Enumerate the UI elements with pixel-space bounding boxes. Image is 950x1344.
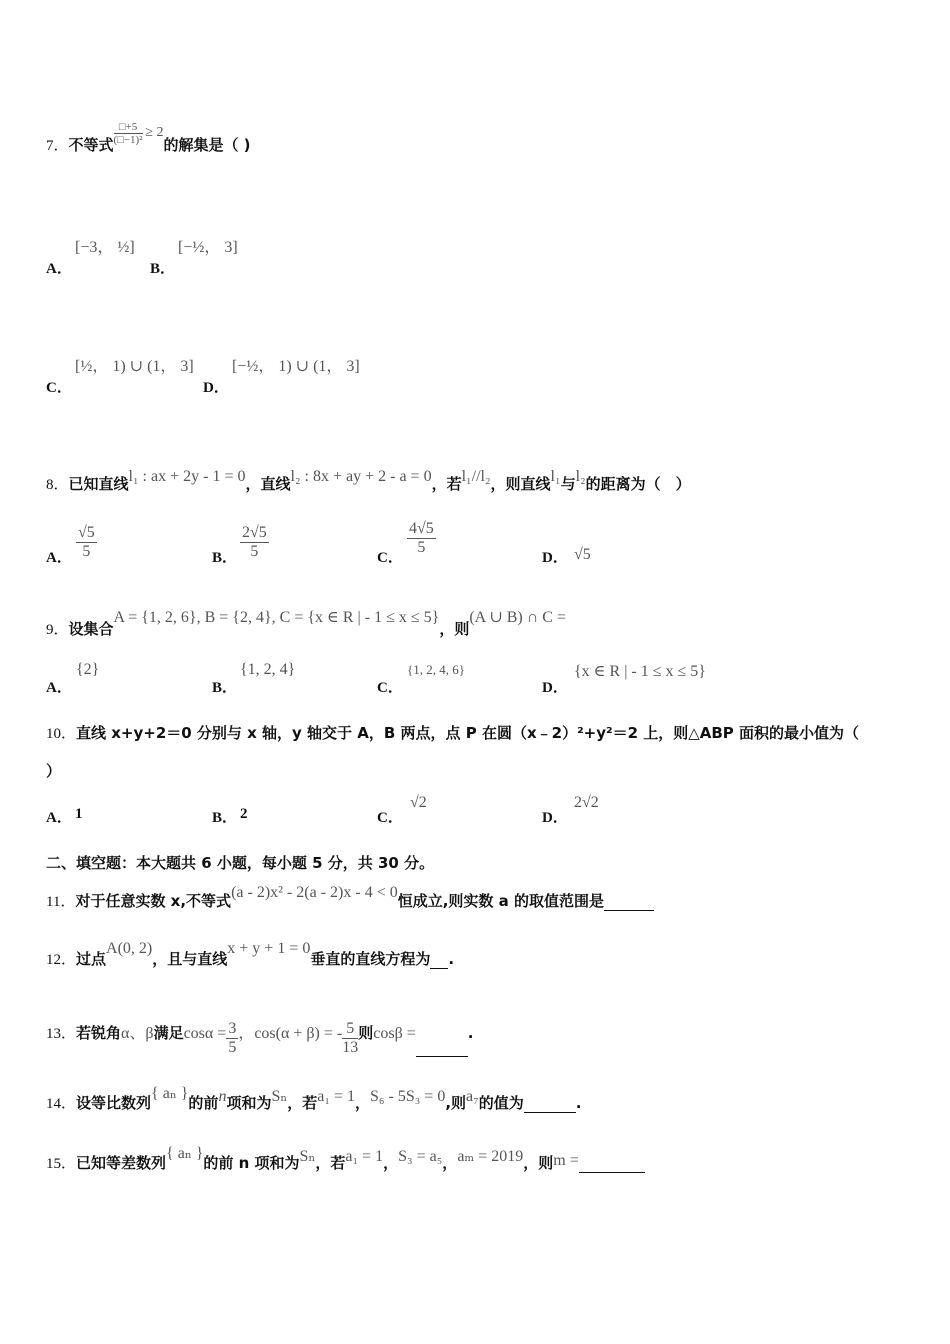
q14-tail: 的值为 — [478, 1094, 524, 1112]
q7-option-b-value: [−½， 3] — [178, 239, 238, 256]
q14-mid2: 项和为 — [226, 1094, 272, 1112]
q8-cond-post: ，则直线 — [490, 475, 551, 493]
question-9 — [46, 609, 566, 639]
q7-option-c-label: C． — [46, 380, 72, 396]
q14-n: n — [218, 1088, 227, 1105]
q9-sets: A = {1, 2, 6}, B = {2, 4}, C = {x ∈ R | - 1 ≤ x ≤ 5} — [113, 609, 440, 626]
q8-number: 8． — [46, 477, 69, 493]
q7-option-d-label: D． — [203, 380, 229, 396]
q13-number: 13． — [46, 1026, 77, 1042]
q15-sep1: ， — [383, 1154, 399, 1172]
q14-mid3: ，若 — [287, 1094, 318, 1112]
q9-option-d-label: D． — [542, 680, 568, 696]
q14-a7: a₇ — [466, 1088, 479, 1105]
q9-option-b-label: B． — [212, 680, 238, 696]
q9-number: 9． — [46, 622, 69, 638]
q8-option-c-label: C． — [377, 550, 403, 566]
q7-option-a-value: [−3， ½] — [75, 239, 135, 256]
q8-option-b-value: $\frac{2√5}{5}$ — [242, 524, 267, 560]
q12-lead: 过点 — [76, 950, 107, 968]
q7-number: 7． — [46, 138, 69, 154]
q10-option-c-value: √2 — [410, 794, 427, 811]
q8-option-c-value: $\frac{4√5}{5}$ — [409, 520, 434, 556]
q8-la: l₁ — [550, 468, 561, 485]
q14-S: Sₙ — [271, 1088, 288, 1105]
q15-seq: { aₙ } — [166, 1145, 204, 1162]
question-10 — [46, 722, 859, 743]
question-8 — [46, 468, 691, 494]
q8-option-a-value: $\frac{√5}{5}$ — [78, 524, 95, 560]
q10-number: 10． — [46, 726, 77, 742]
q8-option-a-label: A． — [46, 550, 72, 566]
q14-c1: a₁ = 1 — [317, 1088, 355, 1105]
q10-option-a-label: A． — [46, 810, 72, 826]
q9-lead: 设集合 — [68, 620, 114, 638]
q15-answer-blank[interactable] — [579, 1158, 645, 1173]
q15-sep2: ， — [442, 1154, 458, 1172]
q12-end: . — [448, 950, 455, 968]
q14-c2: S₆ - 5S₃ = 0 — [370, 1088, 446, 1105]
q7-option-b-label: B． — [150, 261, 176, 277]
q11-number: 11． — [46, 894, 76, 910]
section-2-heading: 二、填空题：本大题共 6 小题，每小题 5 分，共 30 分。 — [46, 854, 435, 872]
q13-cos-beta: cosβ = — [373, 1025, 416, 1042]
q11-expr: (a - 2)x² - 2(a - 2)x - 4 < 0 — [231, 884, 398, 901]
question-13 — [46, 1020, 473, 1057]
q8-option-d-value: √5 — [574, 546, 591, 563]
q7-tail: 的解集是（ ) — [163, 136, 251, 154]
q8-cond-pre: ，若 — [431, 475, 462, 493]
q15-S: Sₙ — [299, 1148, 316, 1165]
q10-option-a-value: 1 — [75, 806, 83, 822]
q9-option-b-value: {1, 2, 4} — [240, 661, 296, 678]
q10-text-continued: ） — [46, 762, 62, 780]
q10-option-d-value: 2√2 — [574, 794, 599, 811]
q7-option-c-value: [½， 1) ∪ (1， 3] — [75, 358, 194, 375]
q12-mid: ，且与直线 — [152, 950, 228, 968]
q8-mid: ，直线 — [245, 475, 291, 493]
q7-lead: 不等式 — [68, 136, 114, 154]
question-12 — [46, 940, 455, 969]
q9-option-a-label: A． — [46, 680, 72, 696]
q12-line: x + y + 1 = 0 — [227, 940, 311, 957]
q15-mid2: ，若 — [315, 1154, 346, 1172]
q11-tail: 恒成立,则实数 a 的取值范围是 — [397, 892, 604, 910]
question-15 — [46, 1145, 645, 1173]
q8-line-l2: l₂ : 8x + ay + 2 - a = 0 — [290, 468, 432, 485]
q10-option-b-value: 2 — [240, 806, 248, 822]
q11-lead: 对于任意实数 x,不等式 — [75, 892, 232, 910]
q8-option-b-label: B． — [212, 550, 238, 566]
q9-expr: (A ∪ B) ∩ C = — [469, 609, 566, 626]
q12-answer-blank[interactable] — [430, 954, 448, 969]
q13-lead: 若锐角 — [76, 1024, 122, 1042]
q10-option-d-label: D． — [542, 810, 568, 826]
q15-c2: S₃ = a₅ — [398, 1148, 443, 1165]
q14-sep: ， — [355, 1094, 371, 1112]
q8-lb: l₂ — [575, 468, 586, 485]
q9-option-d-value: {x ∈ R | - 1 ≤ x ≤ 5} — [574, 663, 706, 680]
q9-option-c-value: {1, 2, 4, 6} — [407, 662, 465, 677]
q10-option-c-label: C． — [377, 810, 403, 826]
q13-end: . — [467, 1024, 474, 1042]
q15-mid3: ，则 — [523, 1154, 554, 1172]
q13-cos-alpha: cosα = $\frac{3}{5}$ ，cos(α + β) = - $\frac{5}{13}$ — [183, 1020, 359, 1056]
q15-c1: a₁ = 1 — [345, 1148, 384, 1165]
q8-line-l1: l₁ : ax + 2y - 1 = 0 — [128, 468, 246, 485]
q14-end: . — [575, 1094, 582, 1112]
q9-option-c-label: C． — [377, 680, 403, 696]
q8-lead: 已知直线 — [68, 475, 129, 493]
q15-c3: aₘ = 2019 — [457, 1148, 524, 1165]
q14-seq: { aₙ } — [151, 1085, 189, 1102]
q7-inequality: □+5 (□−1)² ≥ 2 — [113, 120, 164, 146]
q14-answer-blank[interactable] — [524, 1098, 576, 1113]
question-11 — [46, 884, 654, 911]
q15-mid1: 的前 n 项和为 — [203, 1154, 300, 1172]
q13-then: 则 — [358, 1024, 374, 1042]
q9-option-a-value: {2} — [76, 661, 100, 678]
q8-tail: 的距离为（ ） — [585, 475, 691, 493]
q8-cond: l₁//l₂ — [461, 468, 491, 485]
q11-answer-blank[interactable] — [604, 896, 654, 911]
q14-mid1: 的前 — [188, 1094, 219, 1112]
q13-mid: 满足 — [153, 1024, 184, 1042]
q15-lead: 已知等差数列 — [76, 1154, 167, 1172]
q12-point: A(0, 2) — [106, 940, 153, 957]
q14-number: 14． — [46, 1096, 77, 1112]
q7-option-a-label: A． — [46, 261, 72, 277]
question-14 — [46, 1085, 582, 1113]
q14-lead: 设等比数列 — [76, 1094, 152, 1112]
q14-mid4: ,则 — [445, 1094, 467, 1112]
q9-mid: ，则 — [439, 620, 470, 638]
q13-answer-blank[interactable] — [416, 1042, 468, 1057]
q15-number: 15． — [46, 1156, 77, 1172]
q13-vars: α、β — [121, 1025, 154, 1042]
q8-option-d-label: D． — [542, 550, 568, 566]
q12-number: 12． — [46, 952, 77, 968]
q10-option-b-label: B． — [212, 810, 238, 826]
q12-tail: 垂直的直线方程为 — [310, 950, 431, 968]
q8-and: 与 — [560, 475, 576, 493]
q15-c4: m = — [553, 1152, 579, 1169]
q10-text: 直线 x+y+2＝0 分别与 x 轴，y 轴交于 A，B 两点，点 P 在圆（x﹣2）²+y²＝2 上，则△ABP 面积的最小值为（ — [76, 724, 860, 742]
q7-option-d-value: [−½， 1) ∪ (1， 3] — [232, 358, 360, 375]
